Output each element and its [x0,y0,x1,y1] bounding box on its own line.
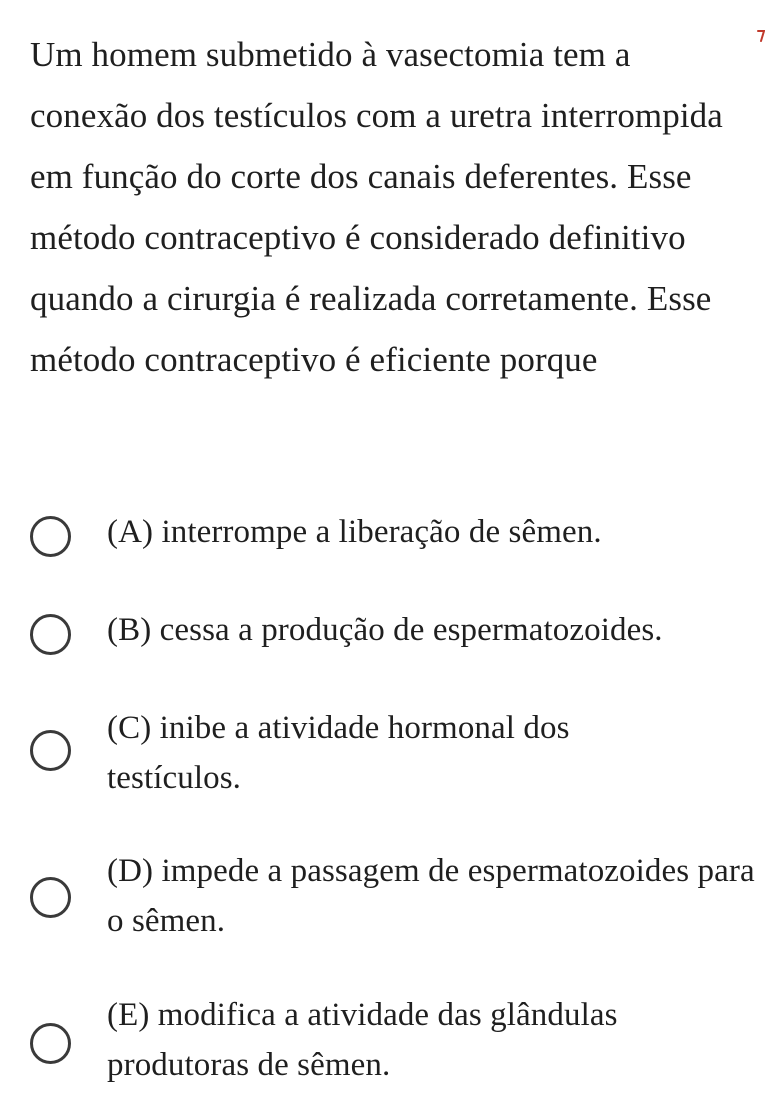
question-text: Um homem submetido à vasectomia tem a conexão dos testículos com a uretra interrompida em função do corte dos canais deferentes. Esse método contraceptivo é considerado definitivo quando a cirurgia é realizada corretamente. Esse método contraceptivo é eficiente porque [30,35,723,379]
radio-button-icon[interactable] [30,1023,71,1064]
corner-mark-icon [757,30,765,42]
radio-button-icon[interactable] [30,516,71,557]
option-a-label: (A) interrompe a liberação de sêmen. [107,514,602,550]
option-c-label: (C) inibe a atividade hormonal dos testículos. [107,710,570,796]
option-e-label: (E) modifica a atividade das glândulas produtoras de sêmen. [107,997,618,1083]
radio-button-icon[interactable] [30,877,71,918]
radio-button-icon[interactable] [30,614,71,655]
option-c[interactable] [30,703,760,803]
radio-button-icon[interactable] [30,730,71,771]
option-a[interactable] [30,507,760,557]
option-b-label: (B) cessa a produção de espermatozoides. [107,612,663,648]
option-e[interactable] [30,990,760,1090]
option-d[interactable] [30,846,760,946]
option-d-label: (D) impede a passagem de espermatozoides para o sêmen. [107,853,755,939]
option-b[interactable] [30,605,760,655]
